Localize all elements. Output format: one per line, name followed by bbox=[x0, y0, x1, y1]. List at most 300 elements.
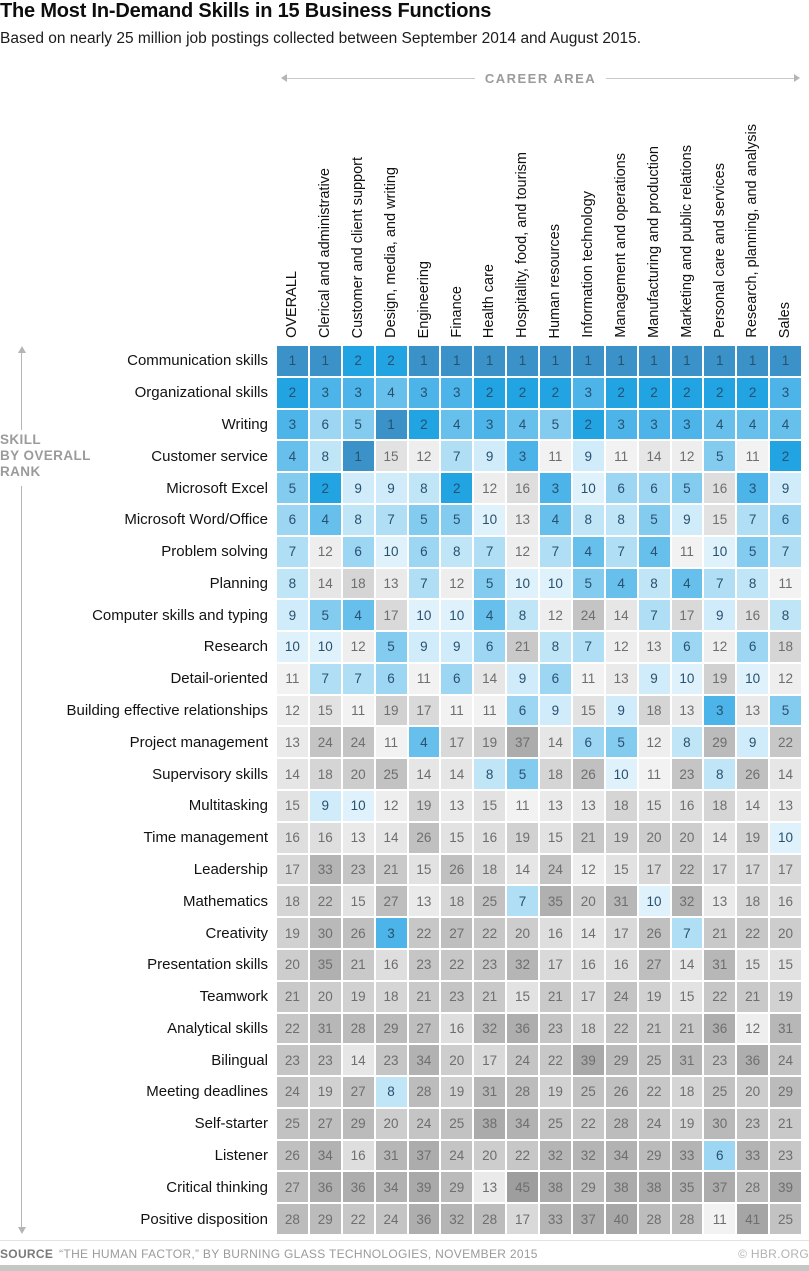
heatmap-cell: 32 bbox=[672, 886, 703, 916]
column-header-label: Customer and client support bbox=[349, 156, 366, 338]
heatmap-cell: 1 bbox=[540, 346, 571, 376]
heatmap-cell: 16 bbox=[277, 823, 308, 853]
heatmap-cell: 9 bbox=[639, 664, 670, 694]
heatmap-cell: 1 bbox=[310, 346, 341, 376]
heatmap-cell: 12 bbox=[343, 632, 374, 662]
heatmap-cell: 13 bbox=[441, 791, 472, 821]
heatmap-cell: 19 bbox=[507, 823, 538, 853]
heatmap-cell: 2 bbox=[540, 378, 571, 408]
heatmap-cell: 12 bbox=[376, 791, 407, 821]
heatmap-cell: 20 bbox=[310, 982, 341, 1012]
heatmap-cell: 11 bbox=[704, 1204, 735, 1234]
heatmap-cell: 4 bbox=[606, 569, 637, 599]
heatmap-cell: 9 bbox=[606, 696, 637, 726]
heatmap-cell: 27 bbox=[441, 918, 472, 948]
heatmap-cell: 9 bbox=[770, 473, 801, 503]
heatmap-cell: 12 bbox=[310, 537, 341, 567]
heatmap-cell: 7 bbox=[507, 886, 538, 916]
heatmap-cell: 32 bbox=[573, 1141, 604, 1171]
heatmap-cell: 8 bbox=[343, 505, 374, 535]
column-header-label: Sales bbox=[777, 301, 794, 338]
heatmap-cell: 23 bbox=[474, 950, 505, 980]
heatmap-cell: 19 bbox=[310, 1077, 341, 1107]
heatmap-cell: 11 bbox=[409, 664, 440, 694]
heatmap-cell: 19 bbox=[540, 1077, 571, 1107]
heatmap-cell: 2 bbox=[672, 378, 703, 408]
heatmap-cell: 6 bbox=[737, 632, 768, 662]
heatmap-cell: 7 bbox=[737, 505, 768, 535]
heatmap-cell: 11 bbox=[606, 441, 637, 471]
heatmap-cell: 19 bbox=[737, 823, 768, 853]
row-label: Teamwork bbox=[199, 988, 268, 1006]
bottom-bar bbox=[0, 1265, 809, 1271]
heatmap-cell: 20 bbox=[672, 823, 703, 853]
column-header-spacer bbox=[0, 88, 275, 338]
heatmap-cell: 29 bbox=[573, 1172, 604, 1202]
heatmap-cell: 10 bbox=[277, 632, 308, 662]
heatmap-cell: 26 bbox=[639, 918, 670, 948]
heatmap-cell: 39 bbox=[409, 1172, 440, 1202]
row-label: Problem solving bbox=[161, 543, 268, 561]
heatmap-cell: 28 bbox=[672, 1204, 703, 1234]
heatmap-cell: 30 bbox=[310, 918, 341, 948]
heatmap-cell: 17 bbox=[672, 600, 703, 630]
heatmap-cell: 38 bbox=[474, 1109, 505, 1139]
heatmap-cell: 1 bbox=[507, 346, 538, 376]
heatmap-cell: 1 bbox=[672, 346, 703, 376]
heatmap-cell: 7 bbox=[672, 918, 703, 948]
heatmap-cell: 34 bbox=[310, 1141, 341, 1171]
heatmap-cell: 25 bbox=[573, 1077, 604, 1107]
heatmap-cell: 32 bbox=[474, 1014, 505, 1044]
column-header-label: Personal care and services bbox=[711, 163, 728, 338]
column-header-label: Research, planning, and analysis bbox=[744, 124, 761, 338]
heatmap-cell: 29 bbox=[639, 1141, 670, 1171]
heatmap-cell: 22 bbox=[704, 982, 735, 1012]
heatmap-cell: 17 bbox=[639, 855, 670, 885]
column-header bbox=[672, 88, 703, 338]
row-label: Supervisory skills bbox=[152, 765, 268, 783]
heatmap-cell: 8 bbox=[704, 759, 735, 789]
row-label: Self-starter bbox=[194, 1115, 268, 1133]
heatmap-cell: 7 bbox=[310, 664, 341, 694]
heatmap-cell: 21 bbox=[573, 823, 604, 853]
heatmap-grid bbox=[0, 346, 801, 1234]
heatmap-cell: 26 bbox=[409, 823, 440, 853]
heatmap-cell: 22 bbox=[409, 918, 440, 948]
heatmap-cell: 8 bbox=[310, 441, 341, 471]
heatmap-cell: 10 bbox=[310, 632, 341, 662]
heatmap-cell: 15 bbox=[573, 696, 604, 726]
heatmap-cell: 7 bbox=[277, 537, 308, 567]
heatmap-cell: 25 bbox=[376, 759, 407, 789]
row-label: Meeting deadlines bbox=[146, 1083, 268, 1101]
heatmap-cell: 13 bbox=[672, 696, 703, 726]
heatmap-cell: 18 bbox=[672, 1077, 703, 1107]
heatmap-cell: 19 bbox=[770, 982, 801, 1012]
skill-axis-label: SKILL BY OVERALL RANK bbox=[0, 432, 91, 479]
heatmap-cell: 13 bbox=[737, 696, 768, 726]
heatmap-cell: 9 bbox=[376, 473, 407, 503]
heatmap-cell: 11 bbox=[441, 696, 472, 726]
heatmap-cell: 22 bbox=[507, 1141, 538, 1171]
heatmap-cell: 14 bbox=[441, 759, 472, 789]
heatmap-cell: 12 bbox=[704, 632, 735, 662]
heatmap-cell: 4 bbox=[474, 600, 505, 630]
heatmap-cell: 14 bbox=[672, 950, 703, 980]
heatmap-cell: 3 bbox=[737, 473, 768, 503]
heatmap-cell: 28 bbox=[606, 1109, 637, 1139]
heatmap-cell: 19 bbox=[672, 1109, 703, 1139]
heatmap-cell: 4 bbox=[540, 505, 571, 535]
row-label: Leadership bbox=[193, 860, 268, 878]
heatmap-cell: 36 bbox=[343, 1172, 374, 1202]
heatmap-cell: 12 bbox=[474, 473, 505, 503]
heatmap-cell: 6 bbox=[310, 410, 341, 440]
heatmap-cell: 7 bbox=[474, 537, 505, 567]
heatmap-cell: 25 bbox=[277, 1109, 308, 1139]
heatmap-cell: 10 bbox=[639, 886, 670, 916]
heatmap-cell: 22 bbox=[343, 1204, 374, 1234]
heatmap-cell: 16 bbox=[704, 473, 735, 503]
heatmap-cell: 2 bbox=[277, 378, 308, 408]
column-header bbox=[343, 88, 374, 338]
heatmap-cell: 18 bbox=[540, 759, 571, 789]
footer bbox=[0, 1240, 809, 1266]
heatmap-cell: 16 bbox=[737, 600, 768, 630]
column-header-label: Engineering bbox=[415, 260, 432, 338]
column-header bbox=[540, 88, 571, 338]
heatmap-cell: 10 bbox=[770, 823, 801, 853]
heatmap-cell: 4 bbox=[737, 410, 768, 440]
column-header bbox=[507, 88, 538, 338]
heatmap-cell: 6 bbox=[507, 696, 538, 726]
heatmap-cell: 4 bbox=[376, 378, 407, 408]
heatmap-cell: 13 bbox=[343, 823, 374, 853]
heatmap-cell: 35 bbox=[310, 950, 341, 980]
heatmap-cell: 12 bbox=[639, 727, 670, 757]
heatmap-cell: 19 bbox=[277, 918, 308, 948]
heatmap-cell: 29 bbox=[770, 1077, 801, 1107]
heatmap-cell: 13 bbox=[474, 1172, 505, 1202]
heatmap-cell: 2 bbox=[770, 441, 801, 471]
heatmap-cell: 8 bbox=[376, 1077, 407, 1107]
heatmap-cell: 11 bbox=[639, 759, 670, 789]
source-label: SOURCE bbox=[0, 1246, 54, 1261]
heatmap-cell: 31 bbox=[310, 1014, 341, 1044]
heatmap-cell: 23 bbox=[737, 1109, 768, 1139]
heatmap-cell: 12 bbox=[737, 1014, 768, 1044]
heatmap-cell: 10 bbox=[441, 600, 472, 630]
column-header-label: Clerical and administrative bbox=[317, 167, 334, 338]
heatmap-cell: 20 bbox=[474, 1141, 505, 1171]
heatmap-cell: 7 bbox=[343, 664, 374, 694]
heatmap-cell: 3 bbox=[310, 378, 341, 408]
heatmap-cell: 32 bbox=[441, 1204, 472, 1234]
heatmap-cell: 24 bbox=[770, 1045, 801, 1075]
heatmap-cell: 2 bbox=[704, 378, 735, 408]
heatmap-cell: 14 bbox=[573, 918, 604, 948]
heatmap-cell: 15 bbox=[606, 855, 637, 885]
heatmap-cell: 13 bbox=[409, 886, 440, 916]
heatmap-cell: 16 bbox=[573, 950, 604, 980]
heatmap-cell: 10 bbox=[704, 537, 735, 567]
heatmap-cell: 37 bbox=[409, 1141, 440, 1171]
heatmap-cell: 28 bbox=[343, 1014, 374, 1044]
column-header-label: Design, media, and writing bbox=[382, 167, 399, 338]
heatmap-cell: 8 bbox=[672, 727, 703, 757]
heatmap-cell: 22 bbox=[639, 1077, 670, 1107]
heatmap-cell: 22 bbox=[441, 950, 472, 980]
heatmap-cell: 4 bbox=[343, 600, 374, 630]
heatmap-cell: 37 bbox=[573, 1204, 604, 1234]
heatmap-cell: 33 bbox=[737, 1141, 768, 1171]
heatmap-cell: 14 bbox=[310, 569, 341, 599]
heatmap-cell: 34 bbox=[507, 1109, 538, 1139]
heatmap-cell: 22 bbox=[573, 1109, 604, 1139]
column-header-label: Finance bbox=[448, 286, 465, 338]
heatmap-cell: 3 bbox=[343, 378, 374, 408]
heatmap-cell: 24 bbox=[573, 600, 604, 630]
heatmap-cell: 20 bbox=[507, 918, 538, 948]
heatmap-cell: 16 bbox=[672, 791, 703, 821]
column-header bbox=[474, 88, 505, 338]
heatmap-cell: 5 bbox=[441, 505, 472, 535]
heatmap-cell: 9 bbox=[343, 473, 374, 503]
heatmap-cell: 4 bbox=[573, 537, 604, 567]
row-label: Research bbox=[203, 638, 268, 656]
heatmap-cell: 36 bbox=[704, 1014, 735, 1044]
heatmap-cell: 25 bbox=[540, 1109, 571, 1139]
heatmap-cell: 11 bbox=[770, 569, 801, 599]
heatmap-cell: 40 bbox=[606, 1204, 637, 1234]
axis-line bbox=[287, 78, 475, 79]
heatmap-cell: 1 bbox=[343, 441, 374, 471]
heatmap-cell: 20 bbox=[441, 1045, 472, 1075]
heatmap-cell: 9 bbox=[310, 791, 341, 821]
heatmap-cell: 19 bbox=[639, 982, 670, 1012]
heatmap-cell: 1 bbox=[770, 346, 801, 376]
heatmap-cell: 5 bbox=[507, 759, 538, 789]
column-header-label: Health care bbox=[481, 263, 498, 338]
row-label: Building effective relationships bbox=[66, 702, 268, 720]
heatmap-cell: 18 bbox=[474, 855, 505, 885]
heatmap-cell: 13 bbox=[606, 664, 637, 694]
heatmap-cell: 17 bbox=[409, 696, 440, 726]
heatmap-cell: 37 bbox=[507, 727, 538, 757]
heatmap-cell: 26 bbox=[277, 1141, 308, 1171]
heatmap-cell: 4 bbox=[507, 410, 538, 440]
heatmap-cell: 38 bbox=[639, 1172, 670, 1202]
heatmap-cell: 14 bbox=[409, 759, 440, 789]
heatmap-cell: 32 bbox=[540, 1141, 571, 1171]
heatmap-cell: 12 bbox=[409, 441, 440, 471]
heatmap-cell: 7 bbox=[606, 537, 637, 567]
heatmap-cell: 8 bbox=[606, 505, 637, 535]
heatmap-cell: 12 bbox=[672, 441, 703, 471]
heatmap-cell: 31 bbox=[672, 1045, 703, 1075]
heatmap-cell: 2 bbox=[737, 378, 768, 408]
heatmap-cell: 29 bbox=[343, 1109, 374, 1139]
heatmap-cell: 25 bbox=[441, 1109, 472, 1139]
heatmap-cell: 36 bbox=[737, 1045, 768, 1075]
heatmap-cell: 15 bbox=[343, 886, 374, 916]
career-area-axis bbox=[281, 71, 800, 85]
heatmap-cell: 27 bbox=[277, 1172, 308, 1202]
heatmap-cell: 35 bbox=[540, 886, 571, 916]
heatmap-cell: 6 bbox=[639, 473, 670, 503]
heatmap-cell: 14 bbox=[737, 791, 768, 821]
heatmap-cell: 20 bbox=[376, 1109, 407, 1139]
heatmap-cell: 7 bbox=[704, 569, 735, 599]
heatmap-cell: 23 bbox=[343, 855, 374, 885]
column-header bbox=[704, 88, 735, 338]
heatmap-cell: 14 bbox=[474, 664, 505, 694]
heatmap-cell: 17 bbox=[573, 982, 604, 1012]
heatmap-cell: 19 bbox=[704, 664, 735, 694]
heatmap-cell: 7 bbox=[540, 537, 571, 567]
heatmap-cell: 10 bbox=[606, 759, 637, 789]
heatmap-cell: 8 bbox=[770, 600, 801, 630]
heatmap-cell: 26 bbox=[343, 918, 374, 948]
heatmap-cell: 13 bbox=[573, 791, 604, 821]
heatmap-cell: 3 bbox=[507, 441, 538, 471]
heatmap-cell: 13 bbox=[507, 505, 538, 535]
heatmap-cell: 15 bbox=[672, 982, 703, 1012]
heatmap-cell: 21 bbox=[639, 1014, 670, 1044]
heatmap-cell: 23 bbox=[704, 1045, 735, 1075]
heatmap-cell: 24 bbox=[639, 1109, 670, 1139]
heatmap-cell: 24 bbox=[540, 855, 571, 885]
heatmap-cell: 10 bbox=[573, 473, 604, 503]
column-header bbox=[573, 88, 604, 338]
column-header-label: OVERALL bbox=[284, 271, 301, 338]
heatmap-cell: 3 bbox=[606, 410, 637, 440]
heatmap-cell: 22 bbox=[474, 918, 505, 948]
heatmap-cell: 12 bbox=[540, 600, 571, 630]
heatmap-cell: 21 bbox=[770, 1109, 801, 1139]
heatmap-cell: 6 bbox=[770, 505, 801, 535]
heatmap-cell: 24 bbox=[409, 1109, 440, 1139]
heatmap-cell: 14 bbox=[507, 855, 538, 885]
heatmap-cell: 18 bbox=[573, 1014, 604, 1044]
heatmap-cell: 19 bbox=[606, 823, 637, 853]
heatmap-cell: 33 bbox=[310, 855, 341, 885]
heatmap-cell: 15 bbox=[770, 950, 801, 980]
heatmap-cell: 39 bbox=[573, 1045, 604, 1075]
heatmap-cell: 23 bbox=[376, 1045, 407, 1075]
heatmap-cell: 17 bbox=[540, 950, 571, 980]
heatmap-cell: 5 bbox=[606, 727, 637, 757]
heatmap-cell: 8 bbox=[409, 473, 440, 503]
heatmap-cell: 9 bbox=[737, 727, 768, 757]
career-area-label: CAREER AREA bbox=[484, 70, 597, 86]
heatmap-cell: 21 bbox=[376, 855, 407, 885]
heatmap-cell: 38 bbox=[540, 1172, 571, 1202]
heatmap-cell: 26 bbox=[573, 759, 604, 789]
heatmap-cell: 24 bbox=[376, 1204, 407, 1234]
source-text: “THE HUMAN FACTOR,” BY BURNING GLASS TECHNOLOGIES, NOVEMBER 2015 bbox=[59, 1246, 538, 1261]
row-label: Microsoft Word/Office bbox=[124, 511, 268, 529]
row-label: Critical thinking bbox=[166, 1178, 268, 1196]
arrow-right-icon bbox=[794, 74, 800, 82]
row-label: Communication skills bbox=[127, 352, 268, 370]
heatmap-cell: 2 bbox=[606, 378, 637, 408]
heatmap-cell: 18 bbox=[770, 632, 801, 662]
column-header-label: Hospitality, food, and tourism bbox=[514, 152, 531, 338]
heatmap-cell: 15 bbox=[376, 441, 407, 471]
heatmap-cell: 10 bbox=[343, 791, 374, 821]
heatmap-cell: 8 bbox=[540, 632, 571, 662]
heatmap-cell: 45 bbox=[507, 1172, 538, 1202]
heatmap-cell: 10 bbox=[474, 505, 505, 535]
heatmap-cell: 29 bbox=[310, 1204, 341, 1234]
heatmap-cell: 35 bbox=[672, 1172, 703, 1202]
heatmap-cell: 1 bbox=[474, 346, 505, 376]
heatmap-cell: 2 bbox=[409, 410, 440, 440]
heatmap-cell: 29 bbox=[376, 1014, 407, 1044]
heatmap-cell: 21 bbox=[672, 1014, 703, 1044]
heatmap-cell: 6 bbox=[606, 473, 637, 503]
row-label: Detail-oriented bbox=[170, 670, 268, 688]
heatmap-cell: 5 bbox=[409, 505, 440, 535]
heatmap-cell: 28 bbox=[639, 1204, 670, 1234]
heatmap-cell: 7 bbox=[409, 569, 440, 599]
heatmap-cell: 6 bbox=[441, 664, 472, 694]
heatmap-cell: 18 bbox=[376, 982, 407, 1012]
heatmap-cell: 11 bbox=[343, 696, 374, 726]
heatmap-cell: 3 bbox=[540, 473, 571, 503]
heatmap-cell: 17 bbox=[770, 855, 801, 885]
heatmap-cell: 13 bbox=[770, 791, 801, 821]
heatmap-cell: 12 bbox=[770, 664, 801, 694]
heatmap-cell: 28 bbox=[409, 1077, 440, 1107]
heatmap-cell: 2 bbox=[639, 378, 670, 408]
heatmap-cell: 24 bbox=[343, 727, 374, 757]
heatmap-cell: 11 bbox=[474, 696, 505, 726]
heatmap-cell: 8 bbox=[441, 537, 472, 567]
heatmap-cell: 34 bbox=[409, 1045, 440, 1075]
heatmap-cell: 8 bbox=[639, 569, 670, 599]
column-header bbox=[441, 88, 472, 338]
heatmap-cell: 10 bbox=[540, 569, 571, 599]
row-label: Planning bbox=[209, 574, 268, 592]
heatmap-cell: 16 bbox=[770, 886, 801, 916]
heatmap-cell: 21 bbox=[507, 632, 538, 662]
heatmap-cell: 24 bbox=[277, 1077, 308, 1107]
heatmap-cell: 27 bbox=[343, 1077, 374, 1107]
heatmap-cell: 5 bbox=[704, 441, 735, 471]
heatmap-cell: 12 bbox=[277, 696, 308, 726]
heatmap-cell: 15 bbox=[540, 823, 571, 853]
heatmap-cell: 9 bbox=[507, 664, 538, 694]
row-label: Listener bbox=[214, 1147, 268, 1165]
heatmap-cell: 15 bbox=[441, 823, 472, 853]
heatmap-cell: 12 bbox=[507, 537, 538, 567]
heatmap-cell: 7 bbox=[770, 537, 801, 567]
heatmap-cell: 25 bbox=[770, 1204, 801, 1234]
heatmap-cell: 14 bbox=[343, 1045, 374, 1075]
heatmap-cell: 18 bbox=[343, 569, 374, 599]
heatmap-cell: 5 bbox=[770, 696, 801, 726]
heatmap-cell: 16 bbox=[540, 918, 571, 948]
column-header bbox=[310, 88, 341, 338]
heatmap-cell: 31 bbox=[704, 950, 735, 980]
heatmap-cell: 14 bbox=[606, 600, 637, 630]
heatmap-cell: 12 bbox=[441, 569, 472, 599]
heatmap-cell: 23 bbox=[540, 1014, 571, 1044]
heatmap-cell: 15 bbox=[639, 791, 670, 821]
